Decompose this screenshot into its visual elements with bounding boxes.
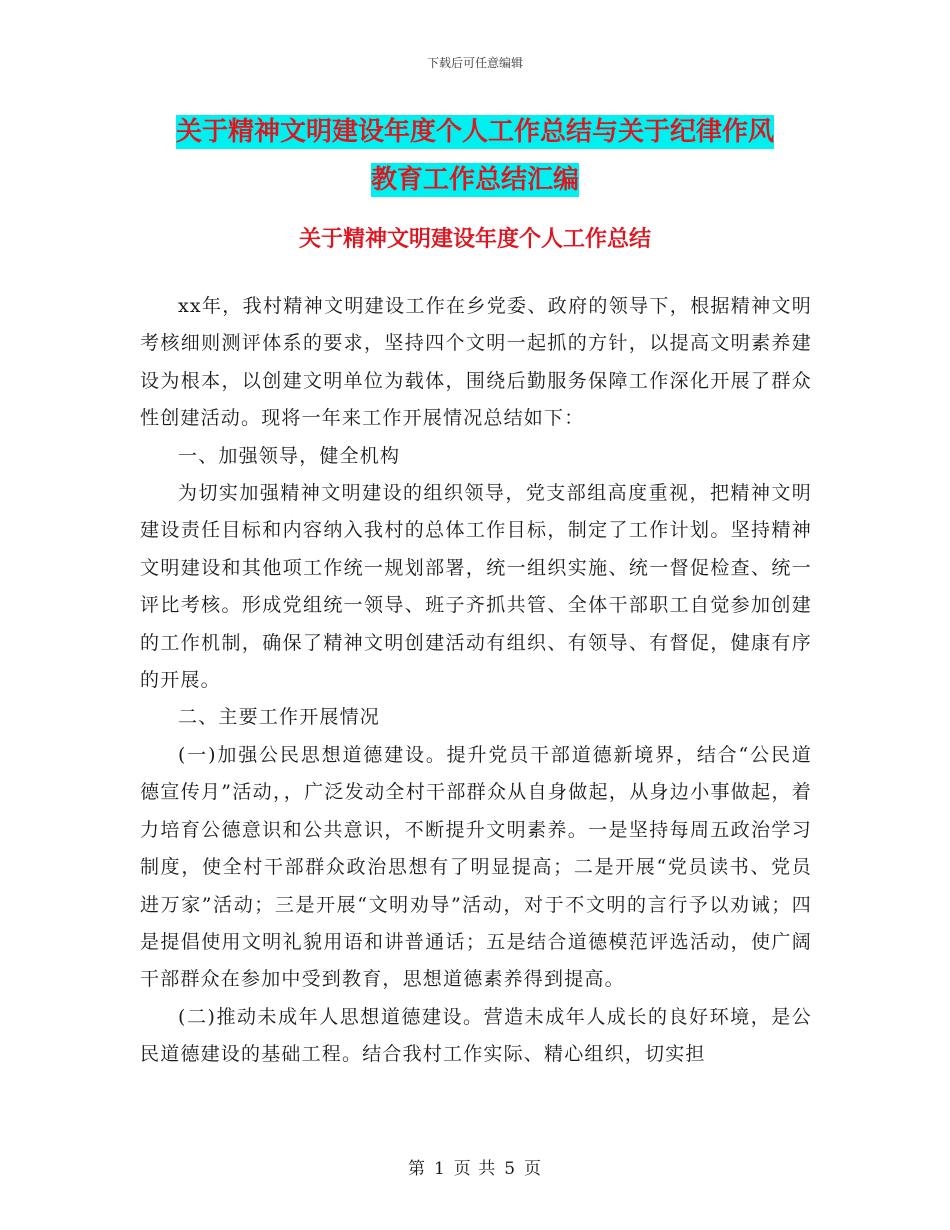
document-title-line-1: 关于精神文明建设年度个人工作总结与关于纪律作风 [175,117,774,147]
document-title-line-2: 教育工作总结汇编 [370,165,579,195]
section-title: 关于精神文明建设年度个人工作总结 [298,227,651,252]
footer-total-pages: 5 [504,1159,517,1179]
footer-middle: 页 共 [453,1159,497,1179]
document-body [140,288,812,1074]
footer-suffix: 页 [524,1159,543,1179]
paragraph-moral-construction: (一)加强公民思想道德建设。提升党员干部道德新境界，结合“公民道德宣传月”活动，，广泛发动全村干部群众从自身做起，从身边小事做起，着力培育公德意识和公共意识，不断提升文明素养。一是坚持每周五政治学习制度，使全村干部群众政治思想有了明显提高；二是开展“党员读书、党员进万家”活动；三是开展“文明劝导”活动，对于不文明的言行予以劝诫；四是提倡使用文明礼貌用语和讲普通话；五是结合道德模范评选活动，使广阔干部群众在参加中受到教育，思想道德素养得到提高。 [140,743,812,991]
paragraph-leadership: 为切实加强精神文明建设的组织领导，党支部组高度重视，把精神文明建设责任目标和内容纳入我村的总体工作目标，制定了工作计划。坚持精神文明建设和其他项工作统一规划部署，统一组织实施、统一督促检查、统一评比考核。形成党组统一领导、班子齐抓共管、全体干部职工自觉参加创建的工作机制，确保了精神文明创建活动有组织、有领导、有督促，健康有序的开展。 [140,482,812,692]
paragraph-minors-moral: (二)推动未成年人思想道德建设。营造未成年人成长的良好环境，是公民道德建设的基础工程。结合我村工作实际、精心组织，切实担 [140,1005,812,1066]
heading-leadership: 一、加强领导，健全机构 [178,444,401,467]
paragraph-intro: xx年，我村精神文明建设工作在乡党委、政府的领导下，根据精神文明考核细则测评体系的要求，坚持四个文明一起抓的方针，以提高文明素养建设为根本，以创建文明单位为载体，围绕后勤服务保障工作深化开展了群众性创建活动。现将一年来工作开展情况总结如下： [140,295,812,430]
footer-page-number: 1 [433,1159,446,1179]
footer-prefix: 第 [407,1159,426,1179]
document-title [140,108,810,204]
page-footer [0,1154,950,1179]
page-header-note: 下载后可任意编辑 [426,56,523,70]
heading-main-work: 二、主要工作开展情况 [178,706,381,729]
